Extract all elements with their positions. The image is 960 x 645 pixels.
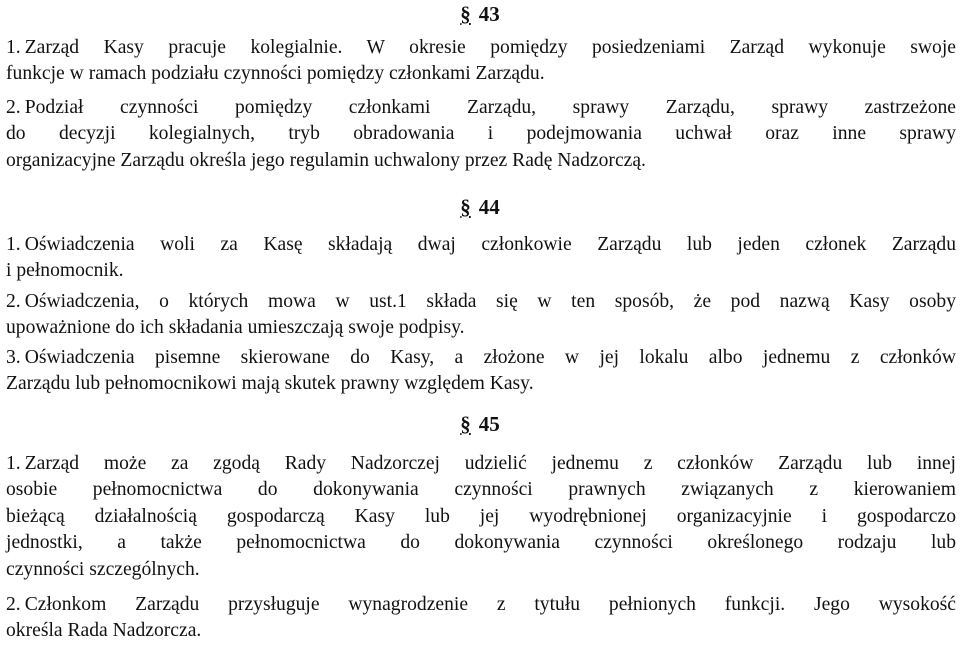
paragraph-line: do decyzji kolegialnych, tryb obradowania i podejmowania uchwał oraz inne sprawy [6,123,956,145]
paragraph-number: 1. [6,453,21,474]
paragraph-line: czynności szczególnych. [6,558,200,580]
paragraph-number: 3. [6,347,21,368]
paragraph-line: organizacyjne Zarządu określa jego regulamin uchwalony przez Radę Nadzorczą. [6,149,646,171]
paragraph-line: bieżącą działalnością gospodarczą Kasy lub jej wyodrębnionej organizacyjnie i gospodarczo [6,505,956,527]
paragraph-line: Zarządu lub pełnomocnikowi mają skutek prawny względem Kasy. [6,373,534,395]
paragraph-line: upoważnione do ich składania umieszczają swoje podpisy. [6,317,465,339]
paragraph-44-3 [6,345,956,398]
paragraph-45-2 [6,592,956,645]
paragraph-number: 2. [6,291,21,312]
paragraph-line: 2. Członkom Zarządu przysługuje wynagrodzenie z tytułu pełnionych funkcji. Jego wysokość [6,594,956,615]
section-heading-44 [0,194,960,220]
section-heading-45 [0,411,960,437]
paragraph-line: 2. Oświadczenia, o których mowa w ust.1 składa się w ten sposób, że pod nazwą Kasy osoby [6,291,956,312]
paragraph-45-1 [6,451,956,583]
paragraph-line: 3. Oświadczenia pisemne skierowane do Kasy, a złożone w jej lokalu albo jednemu z członków [6,347,956,368]
paragraph-line: osobie pełnomocnictwa do dokonywania czynności prawnych związanych z kierowaniem [6,479,956,501]
paragraph-43-2 [6,95,956,174]
section-number: 45 [478,412,500,436]
paragraph-number: 2. [6,594,21,615]
paragraph-44-1 [6,232,956,285]
paragraph-number: 1. [6,234,21,255]
paragraph-43-1 [6,35,956,88]
paragraph-line: 2. Podział czynności pomiędzy członkami Zarządu, sprawy Zarządu, sprawy zastrzeżone [6,97,956,118]
paragraph-number: 1. [6,37,21,58]
section-sign: § [460,412,471,436]
paragraph-line: 1. Zarząd Kasy pracuje kolegialnie. W okresie pomiędzy posiedzeniami Zarząd wykonuje swoje [6,37,956,58]
paragraph-line: 1. Oświadczenia woli za Kasę składają dwaj członkowie Zarządu lub jeden członek Zarządu [6,234,956,255]
paragraph-number: 2. [6,97,21,118]
section-heading-43 [0,1,960,27]
paragraph-line: i pełnomocnik. [6,260,124,282]
section-sign: § [460,2,471,26]
paragraph-44-2 [6,289,956,342]
paragraph-line: jednostki, a także pełnomocnictwa do dokonywania czynności określonego rodzaju lub [6,532,956,554]
section-number: 44 [478,195,500,219]
paragraph-line: określa Rada Nadzorcza. [6,620,202,642]
paragraph-line: funkcje w ramach podziału czynności pomiędzy członkami Zarządu. [6,63,545,85]
section-sign: § [460,195,471,219]
paragraph-line: 1. Zarząd może za zgodą Rady Nadzorczej udzielić jednemu z członków Zarządu lub innej [6,453,956,474]
section-number: 43 [478,2,500,26]
